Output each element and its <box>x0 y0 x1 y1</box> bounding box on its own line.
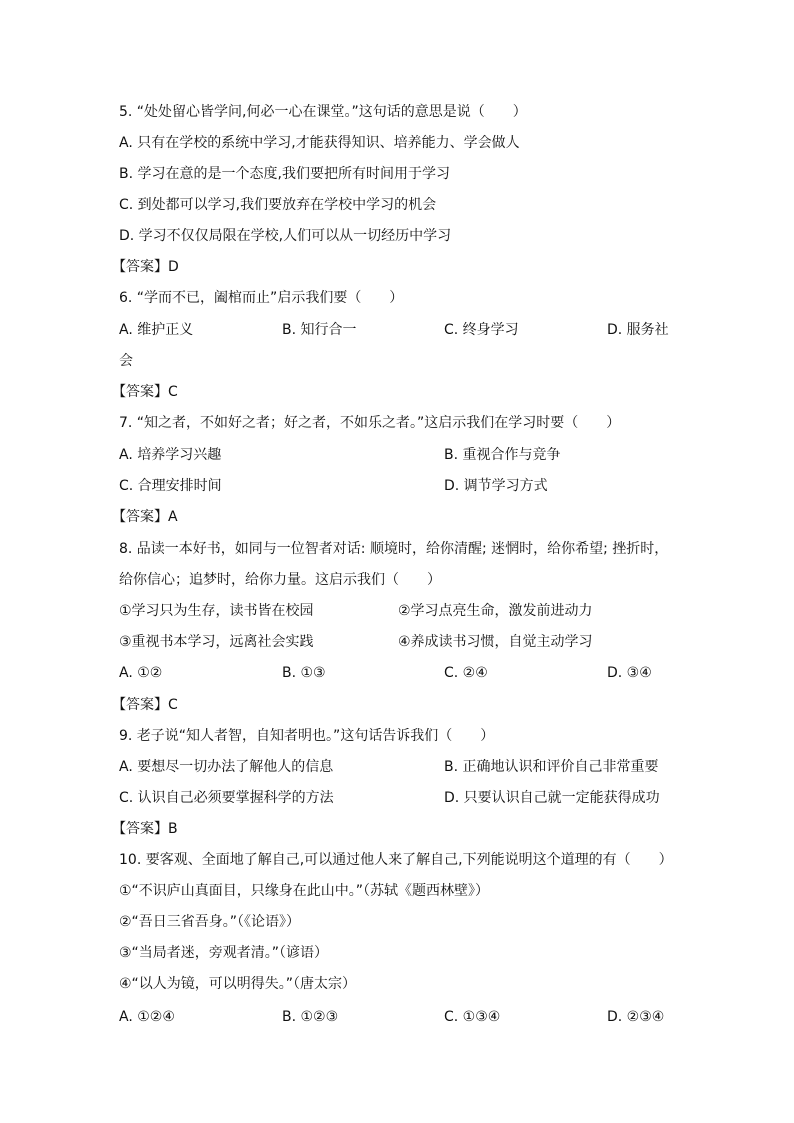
question-6-option-d-wrap: 会 <box>119 353 133 369</box>
question-9-stem: 9. 老子说“知人者智，自知者明也。”这句话告诉我们（ ） <box>119 728 495 744</box>
question-7-answer: 【答案】A <box>112 509 178 525</box>
question-8-option-c: C. ②④ <box>444 665 488 681</box>
question-7-option-c: C. 合理安排时间 <box>119 478 222 494</box>
question-10-statement-4: ④“以人为镜，可以明得失。”（唐太宗） <box>119 976 357 992</box>
question-5-answer: 【答案】D <box>112 259 179 275</box>
question-9-option-b: B. 正确地认识和评价自己非常重要 <box>444 759 659 775</box>
question-10-option-b: B. ①②③ <box>282 1009 339 1025</box>
question-6-option-d: D. 服务社 <box>607 322 669 338</box>
question-8-stem-line-1: 8. 品读一本好书，如同与一位智者对话: 顺境时，给你清醒; 迷惘时，给你希望; 挫折时， <box>119 541 669 557</box>
question-5-stem: 5. “处处留心皆学问,何必一心在课堂。”这句话的意思是说（ ） <box>119 104 527 120</box>
question-10-option-a: A. ①②④ <box>119 1009 175 1025</box>
question-6-option-b: B. 知行合一 <box>282 322 357 338</box>
question-10-statement-2: ②“吾日三省吾身。”（《论语》） <box>119 914 301 930</box>
question-8-answer: 【答案】C <box>112 697 178 713</box>
question-6-answer: 【答案】C <box>112 384 178 400</box>
question-7-option-b: B. 重视合作与竞争 <box>444 447 561 463</box>
question-5-option-b: B. 学习在意的是一个态度,我们要把所有时间用于学习 <box>119 166 450 182</box>
question-10-option-d: D. ②③④ <box>607 1009 665 1025</box>
question-7-stem: 7. “知之者，不如好之者；好之者，不如乐之者。”这启示我们在学习时要（ ） <box>119 415 621 431</box>
question-5-option-c: C. 到处都可以学习,我们要放弃在学校中学习的机会 <box>119 197 437 213</box>
question-7-option-d: D. 调节学习方式 <box>444 478 548 494</box>
question-8-statement-1: ①学习只为生存，读书皆在校园 <box>119 603 314 619</box>
question-10-option-c: C. ①③④ <box>444 1009 501 1025</box>
question-8-stem-line-2: 给你信心；追梦时，给你力量。这启示我们（ ） <box>119 572 441 588</box>
question-8-statement-3: ③重视书本学习，远离社会实践 <box>119 634 314 650</box>
question-5-option-d: D. 学习不仅仅局限在学校,人们可以从一切经历中学习 <box>119 228 452 244</box>
question-7-option-a: A. 培养学习兴趣 <box>119 447 222 463</box>
question-9-option-d: D. 只要认识自己就一定能获得成功 <box>444 790 660 806</box>
question-8-statement-4: ④养成读书习惯，自觉主动学习 <box>398 634 593 650</box>
question-9-option-a: A. 要想尽一切办法了解他人的信息 <box>119 759 334 775</box>
question-6-option-a: A. 维护正义 <box>119 322 194 338</box>
question-8-statement-2: ②学习点亮生命，激发前进动力 <box>398 603 593 619</box>
question-8-option-d: D. ③④ <box>607 665 652 681</box>
question-10-statement-1: ①“不识庐山真面目，只缘身在此山中。”（苏轼《题西林壁》） <box>119 883 490 899</box>
question-8-option-a: A. ①② <box>119 665 163 681</box>
question-10-stem: 10. 要客观、全面地了解自己,可以通过他人来了解自己,下列能说明这个道理的有（ ） <box>119 852 673 868</box>
question-9-option-c: C. 认识自己必须要掌握科学的方法 <box>119 790 334 806</box>
question-5-option-a: A. 只有在学校的系统中学习,才能获得知识、培养能力、学会做人 <box>119 135 520 151</box>
question-6-stem: 6. “学而不已，阖棺而止”启示我们要（ ） <box>119 290 404 306</box>
question-8-option-b: B. ①③ <box>282 665 326 681</box>
question-10-statement-3: ③“当局者迷，旁观者清。”（谚语） <box>119 945 329 961</box>
question-6-option-c: C. 终身学习 <box>444 322 519 338</box>
question-9-answer: 【答案】B <box>112 821 178 837</box>
